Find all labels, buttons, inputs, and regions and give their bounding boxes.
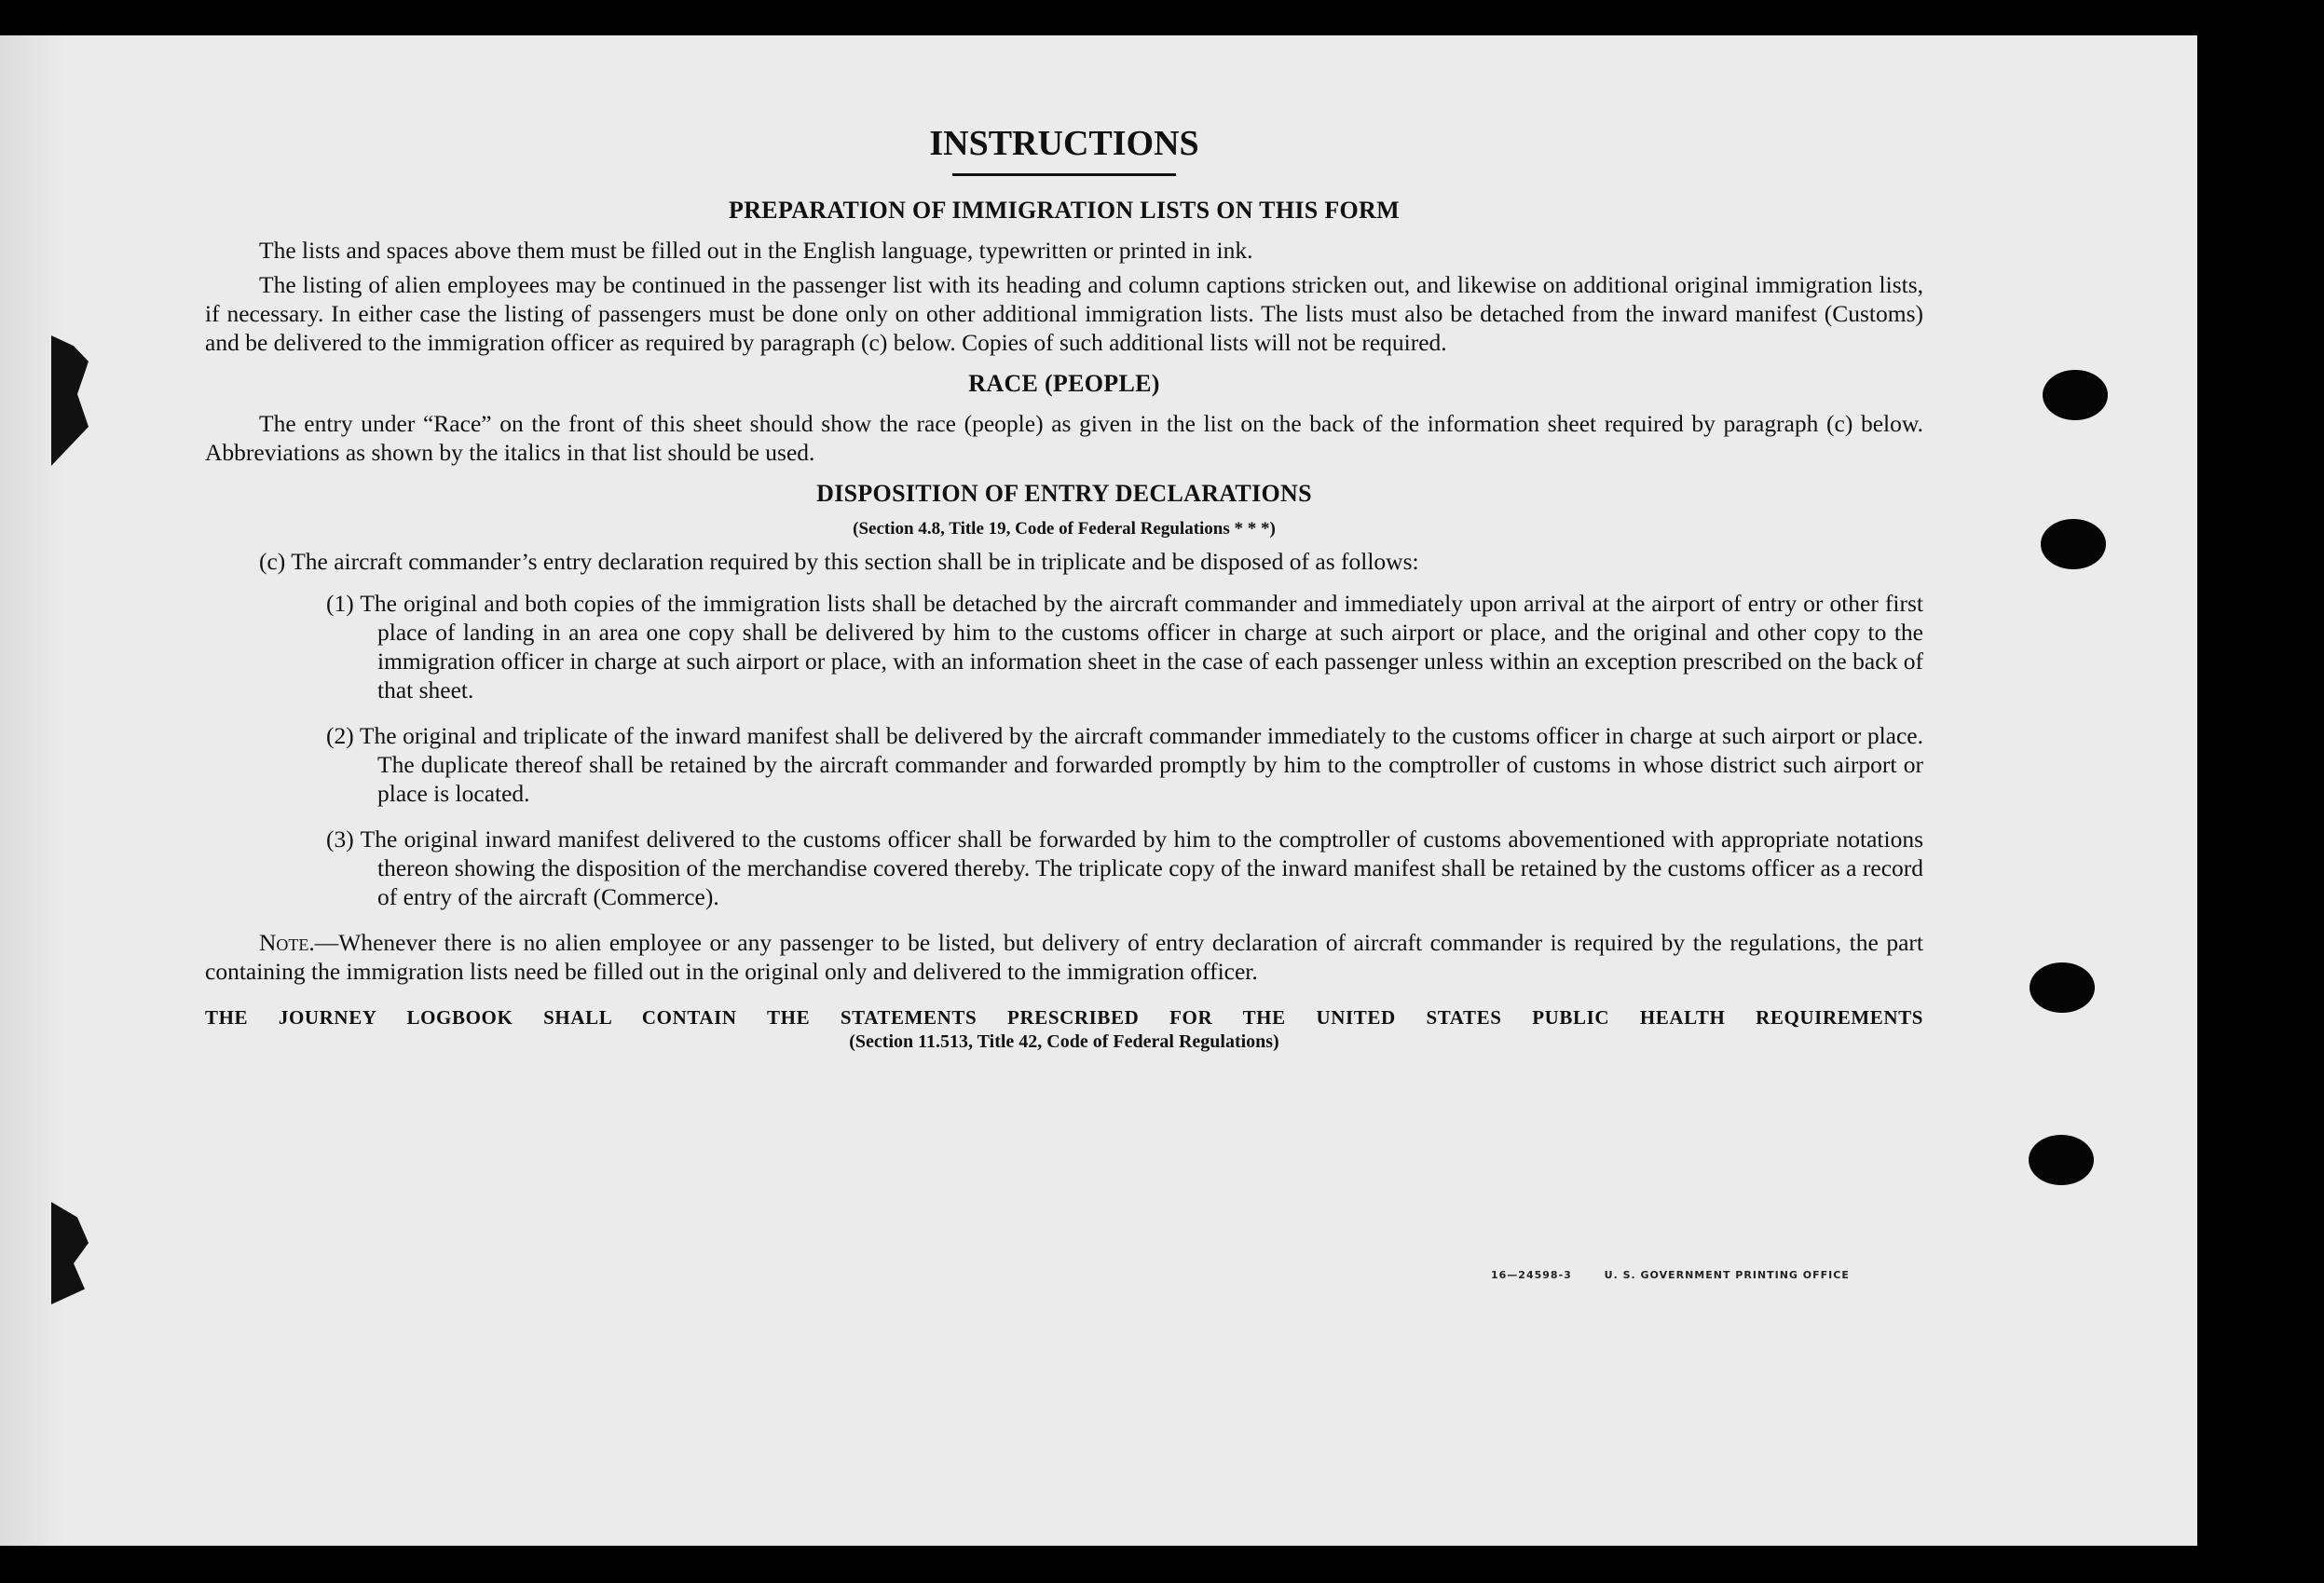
health-requirements-citation: (Section 11.513, Title 42, Code of Federal Regulations) (849, 1031, 1279, 1052)
section-heading-race: RACE (PEOPLE) (968, 370, 1160, 397)
section-heading-preparation: PREPARATION OF IMMIGRATION LISTS ON THIS FORM (729, 197, 1400, 224)
note-paragraph (205, 928, 1923, 986)
form-code: 16—24598-3 (1491, 1269, 1572, 1281)
page-title: INSTRUCTIONS (929, 124, 1199, 163)
punch-hole (2043, 370, 2108, 420)
note-label: Note. (259, 929, 315, 956)
sheet-left-edge (0, 35, 65, 1546)
note-text: —Whenever there is no alien employee or any passenger to be listed, but delivery of entry declaration of aircraft commander is required by the regulations, the part containing the immigration lists need be filled out in the original only and delivered to the immigration officer. (205, 929, 1923, 985)
printer-name: U. S. GOVERNMENT PRINTING OFFICE (1604, 1269, 1850, 1281)
punch-hole (2030, 962, 2095, 1013)
printer-footer (1491, 1269, 1878, 1281)
paragraph: The listing of alien employees may be continued in the passenger list with its heading and column captions stricken out, and likewise on additional original immigration lists, if necessary. In either case the listing of passengers must be done only on other additional immigration lists. The lists must also be detached from the inward manifest (Customs) and be delivered to the immigration officer as required by paragraph (c) below. Copies of such additional lists will not be required. (205, 271, 1923, 356)
paragraph: The lists and spaces above them must be filled out in the English language, typewritten or printed in ink. (259, 237, 1253, 264)
list-item: (3) The original inward manifest delivered to the customs officer shall be forwarded by him to the comptroller of customs abovementioned with appropriate notations thereon showing the disposition of the merchandise covered thereby. The triplicate copy of the inward manifest shall be retained by the customs officer as a record of entry of the aircraft (Commerce). (326, 826, 1923, 910)
list-item: (1) The original and both copies of the immigration lists shall be detached by the aircraft commander and immediately upon arrival at the airport of entry or other first place of landing in an area one copy shall be delivered by him to the customs officer in charge at such airport or place, and the original and other copy to the immigration officer in charge at such airport or place, with an information sheet in the case of each passenger unless within an exception prescribed on the back of that sheet. (326, 590, 1923, 703)
list-item: (2) The original and triplicate of the inward manifest shall be delivered by the aircraft commander immediately to the customs officer in charge at such airport or place. The duplicate thereof shall be retained by the aircraft commander and forwarded promptly by him to the comptroller of customs in whose district such airport or place is located. (326, 722, 1923, 807)
health-requirements-statement: THE JOURNEY LOGBOOK SHALL CONTAIN THE STATEMENTS PRESCRIBED FOR THE UNITED STATES PUBLIC HEALTH REQUIREMENTS (205, 1006, 1923, 1029)
title-underline (952, 173, 1176, 176)
punch-hole (2041, 519, 2106, 569)
punch-hole (2029, 1135, 2094, 1185)
paragraph: The entry under “Race” on the front of this sheet should show the race (people) as given in the list on the back of the information sheet required by paragraph (c) below. Abbreviations as shown by the italics in that list should be used. (205, 410, 1923, 466)
section-subheading: (Section 4.8, Title 19, Code of Federal Regulations * * *) (853, 519, 1276, 539)
document-content (205, 112, 1923, 1053)
section-heading-disposition: DISPOSITION OF ENTRY DECLARATIONS (816, 480, 1312, 507)
paragraph-intro: (c) The aircraft commander’s entry declaration required by this section shall be in triplicate and be disposed of as follows: (259, 548, 1419, 575)
